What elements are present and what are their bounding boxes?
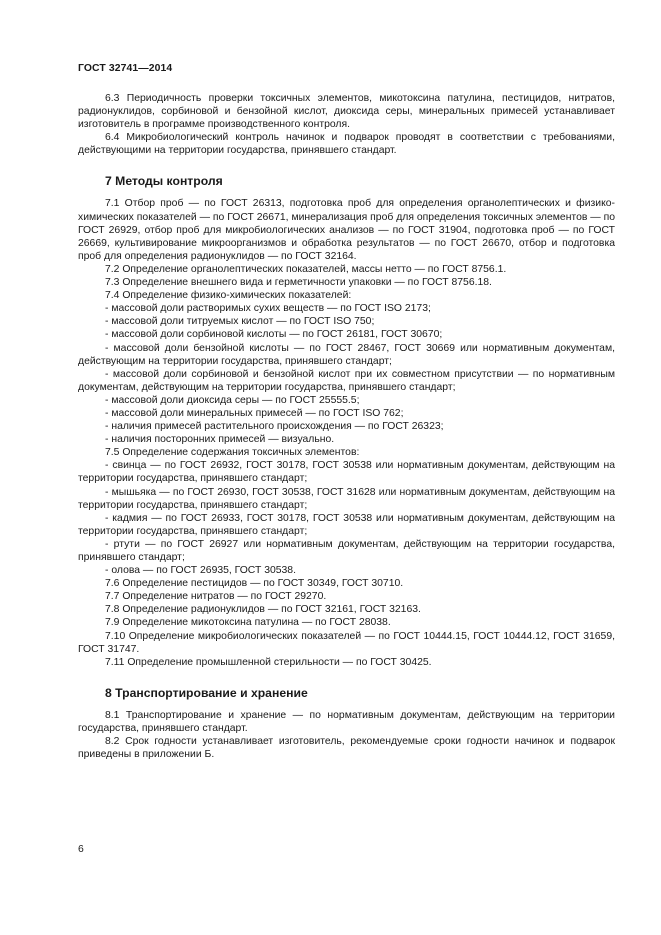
list-item: - массовой доли сорбиновой кислоты — по ГОСТ 26181, ГОСТ 30670; bbox=[105, 329, 443, 341]
paragraph-8-1: 8.1 Транспортирование и хранение — по нормативным документам, действующим на территории государства, принявшего стандарт. bbox=[78, 709, 615, 734]
paragraph-8-2: 8.2 Срок годности устанавливает изготовитель, рекомендуемые сроки годности начинок и подварок приведены в приложении Б. bbox=[78, 736, 615, 761]
standard-code-header: ГОСТ 32741—2014 bbox=[78, 63, 173, 74]
list-item: - массовой доли бензойной кислоты — по ГОСТ 28467, ГОСТ 30669 или нормативным документам, действующим на территории государства, принявшего стандарт; bbox=[78, 342, 615, 367]
paragraph-7-8: 7.8 Определение радионуклидов — по ГОСТ 32161, ГОСТ 32163. bbox=[105, 604, 421, 616]
list-item: - массовой доли титруемых кислот — по ГОСТ ISO 750; bbox=[105, 316, 375, 328]
paragraph-7-6: 7.6 Определение пестицидов — по ГОСТ 30349, ГОСТ 30710. bbox=[105, 578, 404, 590]
paragraph-7-3: 7.3 Определение внешнего вида и герметичности упаковки — по ГОСТ 8756.18. bbox=[105, 277, 492, 289]
list-item: - кадмия — по ГОСТ 26933, ГОСТ 30178, ГОСТ 30538 или нормативным документам, действующим на территории государства, принявшего стандарт; bbox=[78, 512, 615, 537]
paragraph-7-7: 7.7 Определение нитратов — по ГОСТ 29270. bbox=[105, 591, 327, 603]
paragraph-7-1: 7.1 Отбор проб — по ГОСТ 26313, подготовка проб для определения органолептических и физико-химических показателей — по ГОСТ 26671, минерализация проб для определения токсичных элементов — по ГОСТ 26929, отбор проб для микробиологических анализов — по ГОСТ 31904, подготовка проб — по ГОСТ 26669, культивирование микроорганизмов и обработка результатов — по ГОСТ 26670, отбор и подготовка проб для определения радионуклидов — по ГОСТ 32164. bbox=[78, 198, 615, 262]
paragraph-7-9: 7.9 Определение микотоксина патулина — по ГОСТ 28038. bbox=[105, 617, 391, 629]
section-heading-8: 8 Транспортирование и хранение bbox=[105, 685, 308, 700]
paragraph-7-2: 7.2 Определение органолептических показателей, массы нетто — по ГОСТ 8756.1. bbox=[105, 263, 507, 275]
list-item: - массовой доли диоксида серы — по ГОСТ 25555.5; bbox=[105, 394, 360, 406]
paragraph-7-5: 7.5 Определение содержания токсичных элементов: bbox=[105, 447, 360, 459]
list-item: - массовой доли сорбиновой и бензойной кислот при их совместном присутствии — по нормативным документам, действующим на территории государства, принявшего стандарт; bbox=[78, 368, 615, 393]
paragraph-6-3: 6.3 Периодичность проверки токсичных элементов, микотоксина патулина, пестицидов, нитратов, радионуклидов, сорбиновой и бензойной кислот, диоксида серы, минеральных примесей устанавливает изготовитель в программе производственного контроля. bbox=[78, 93, 615, 131]
list-item: - ртути — по ГОСТ 26927 или нормативным документам, действующим на территории государства, принявшего стандарт; bbox=[78, 538, 615, 563]
list-item: - олова — по ГОСТ 26935, ГОСТ 30538. bbox=[105, 565, 296, 577]
list-item: - свинца — по ГОСТ 26932, ГОСТ 30178, ГОСТ 30538 или нормативным документам, действующим на территории государства, принявшего стандарт; bbox=[78, 460, 615, 485]
list-item: - мышьяка — по ГОСТ 26930, ГОСТ 30538, ГОСТ 31628 или нормативным документам, действующим на территории государства, принявшего стандарт; bbox=[78, 486, 615, 511]
list-item: - массовой доли минеральных примесей — по ГОСТ ISO 762; bbox=[105, 407, 404, 419]
list-item: - наличия посторонних примесей — визуально. bbox=[105, 434, 335, 446]
document-body bbox=[78, 92, 615, 761]
section-heading-7: 7 Методы контроля bbox=[105, 174, 223, 189]
paragraph-7-11: 7.11 Определение промышленной стерильности — по ГОСТ 30425. bbox=[105, 656, 432, 668]
list-item: - наличия примесей растительного происхождения — по ГОСТ 26323; bbox=[105, 421, 444, 433]
paragraph-6-4: 6.4 Микробиологический контроль начинок и подварок проводят в соответствии с требованиями, действующими на территории государства, принявшего стандарт. bbox=[78, 132, 615, 157]
paragraph-7-4: 7.4 Определение физико-химических показателей: bbox=[105, 290, 352, 302]
paragraph-7-10: 7.10 Определение микробиологических показателей — по ГОСТ 10444.15, ГОСТ 10444.12, ГОСТ 31659, ГОСТ 31747. bbox=[78, 630, 615, 655]
page-number: 6 bbox=[78, 844, 84, 855]
list-item: - массовой доли растворимых сухих веществ — по ГОСТ ISO 2173; bbox=[105, 303, 431, 315]
